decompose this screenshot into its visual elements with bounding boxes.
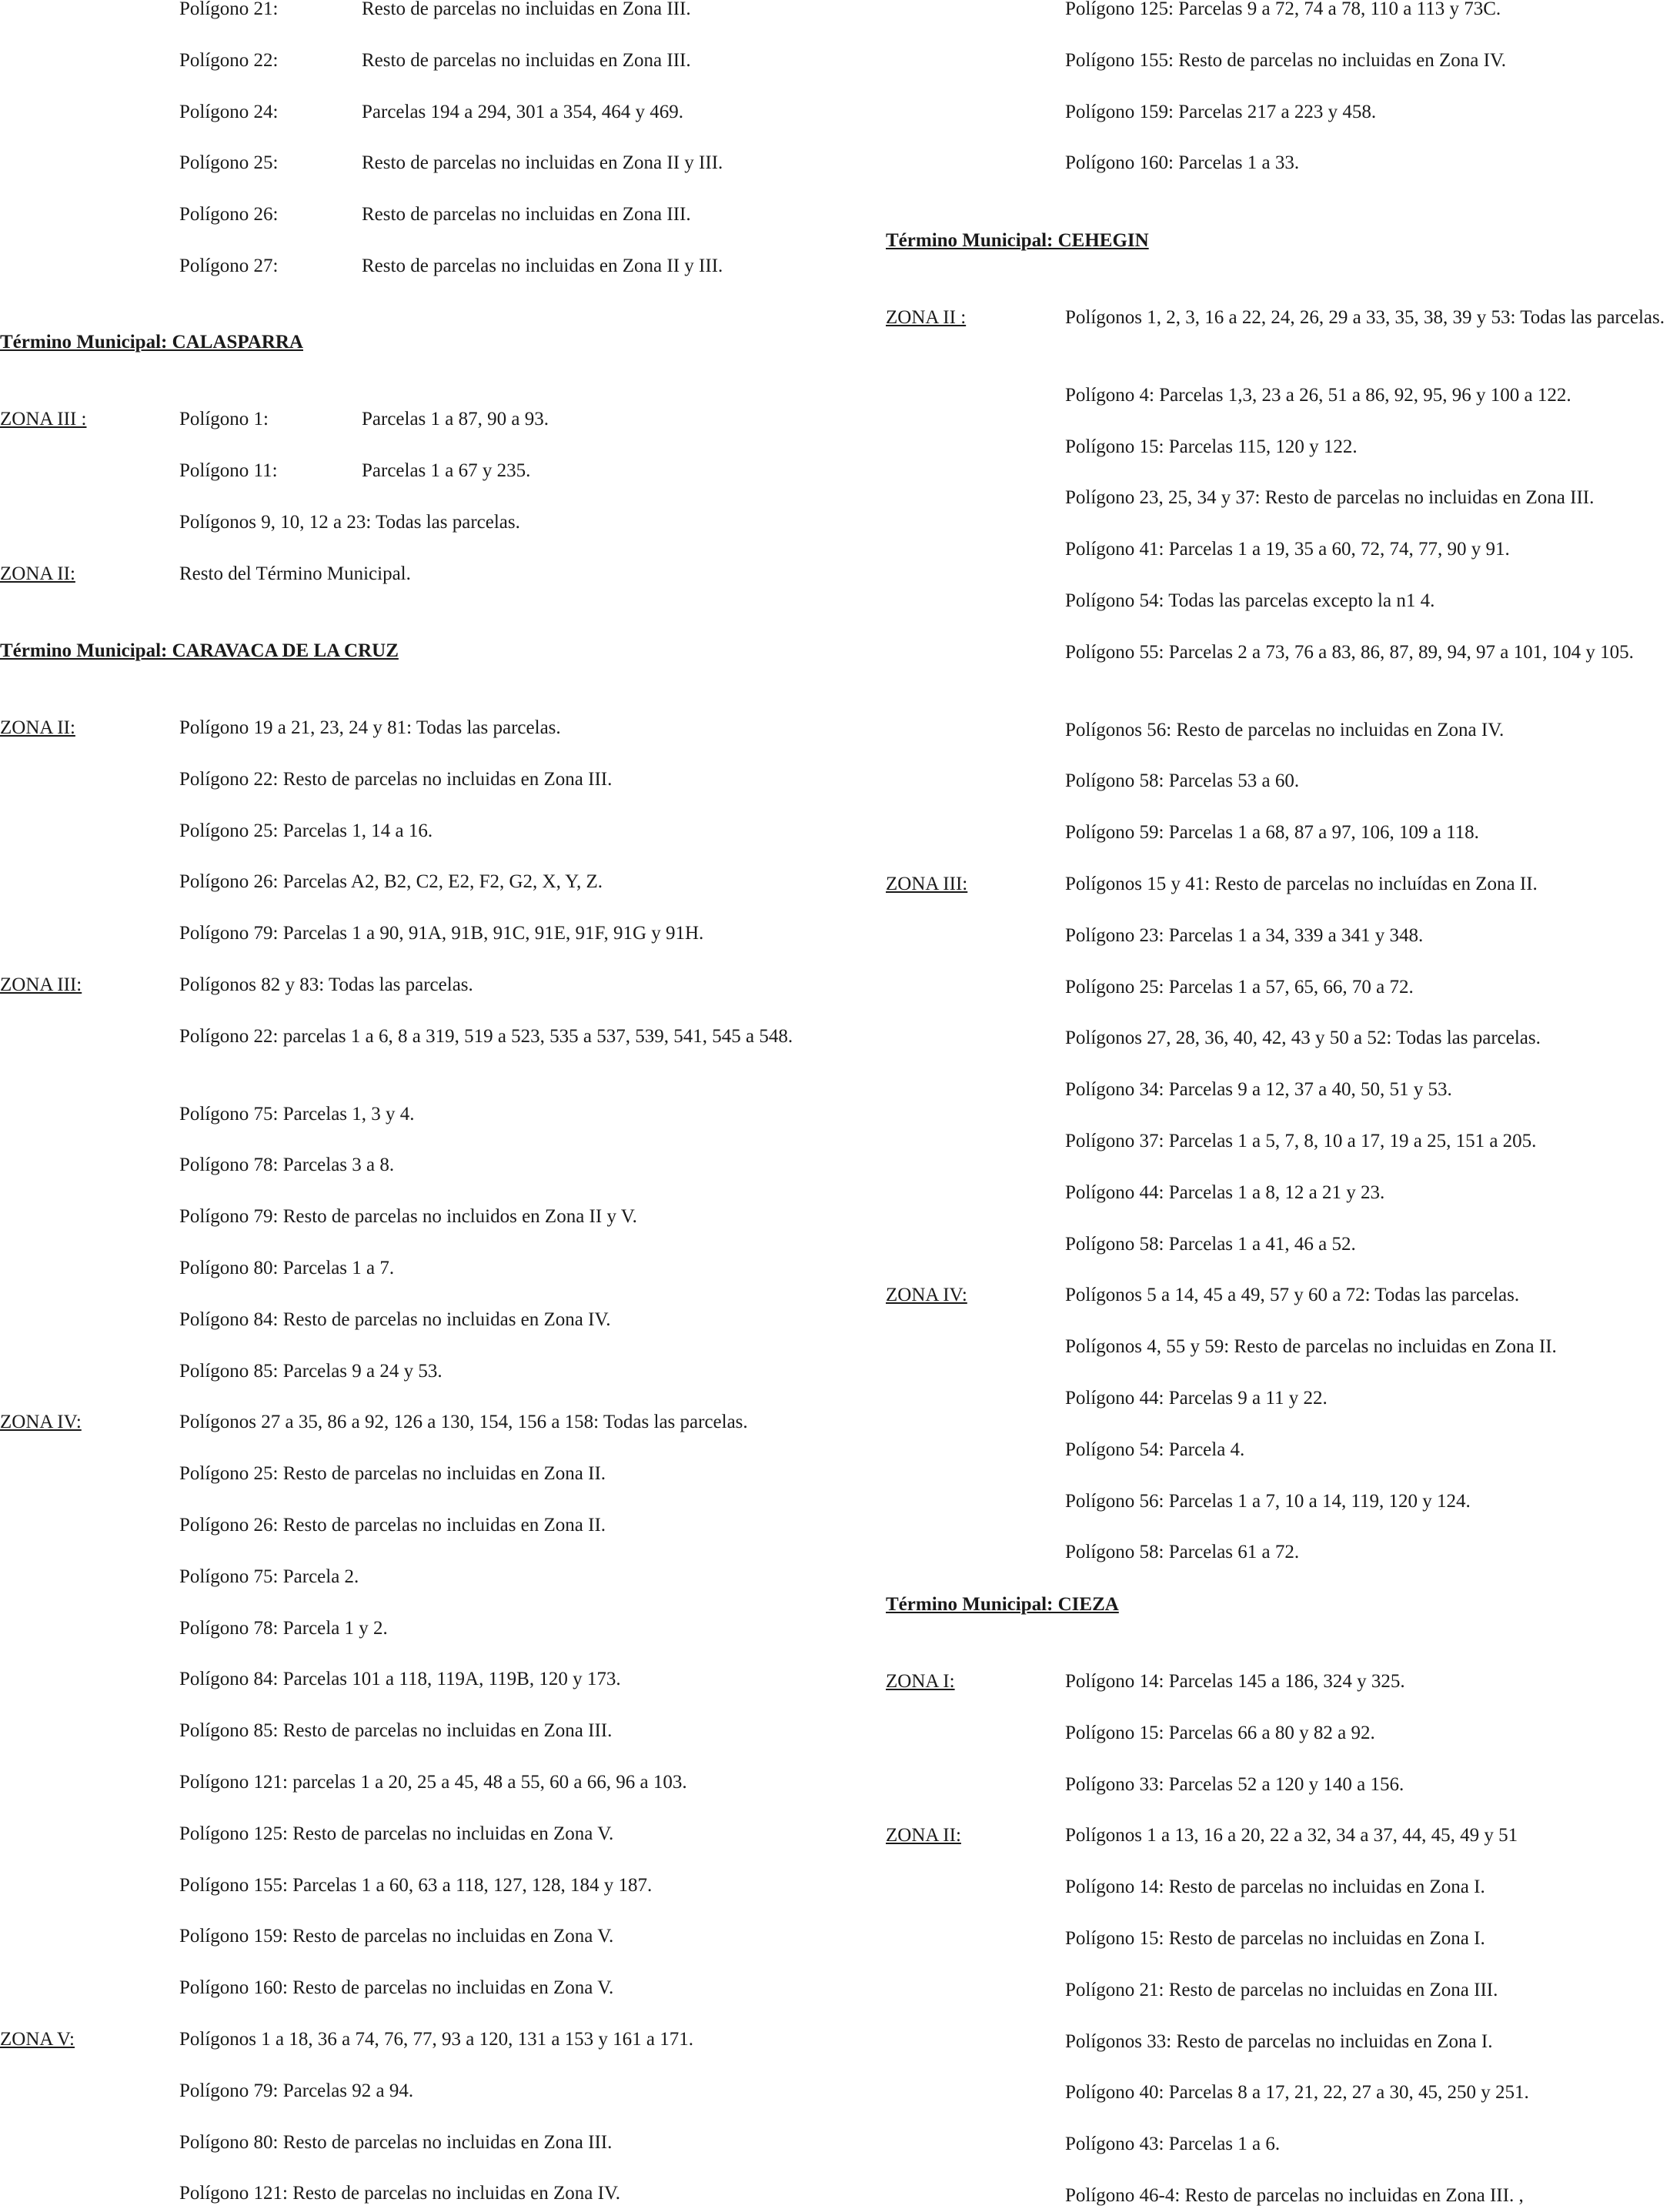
polygon-description: Polígono 84: Parcelas 101 a 118, 119A, 119B, 120 y 173. [179,1669,621,1690]
polygon-description: Polígonos 4, 55 y 59: Resto de parcelas no incluidas en Zona II. [1065,1336,1557,1358]
polygon-description: Polígonos 56: Resto de parcelas no incluidas en Zona IV. [1065,719,1505,740]
polygon-description: Polígono 41: Parcelas 1 a 19, 35 a 60, 72, 74, 77, 90 y 91. [1065,539,1510,560]
polygon-description: Polígono 23: Parcelas 1 a 34, 339 a 341 y 348. [1065,924,1424,946]
polygon-description: Polígono 125: Resto de parcelas no incluidas en Zona V. [179,1823,614,1844]
polygon-description: Polígono 125: Parcelas 9 a 72, 74 a 78, 110 a 113 y 73C. [1065,0,1501,19]
polygon-description: Polígono 85: Resto de parcelas no incluidas en Zona III. [179,1720,613,1742]
zone-label: ZONA II: [0,717,75,738]
municipality-heading-calasparra: Término Municipal: CALASPARRA [0,332,303,353]
polygon-description: Polígono 25: Resto de parcelas no incluidas en Zona II. [179,1463,606,1485]
polygon-description: Polígono 75: Parcelas 1, 3 y 4. [179,1103,415,1125]
polygon-description: Polígono 79: Parcelas 1 a 90, 91A, 91B, 91C, 91E, 91F, 91G y 91H. [179,923,704,944]
polygon-description: Polígonos 33: Resto de parcelas no incluidas en Zona I. [1065,2030,1493,2052]
polygon-description: Polígono 4: Parcelas 1,3, 23 a 26, 51 a 86, 92, 95, 96 y 100 a 122. [1065,384,1571,406]
polygon-description: Resto de parcelas no incluidas en Zona II y III. [362,152,723,174]
polygon-description: Polígono 54: Todas las parcelas excepto la n1 4. [1065,590,1435,611]
polygon-label: Polígono 26: [179,204,279,226]
polygon-description: Polígono 19 a 21, 23, 24 y 81: Todas las parcelas. [179,717,561,738]
polygon-description: Polígonos 15 y 41: Resto de parcelas no incluídas en Zona II. [1065,874,1538,894]
polygon-description: Resto de parcelas no incluidas en Zona III. [362,0,691,19]
polygon-description: Polígono 155: Resto de parcelas no incluidas en Zona IV. [1065,49,1507,71]
polygon-description: Polígono 55: Parcelas 2 a 73, 76 a 83, 86, 87, 89, 94, 97 a 101, 104 y 105. [1065,641,1634,663]
polygon-description: Polígono 22: Resto de parcelas no incluidas en Zona III. [179,768,613,790]
polygon-description: Resto de parcelas no incluidas en Zona III. [362,204,691,226]
zone-label: ZONA III: [0,974,82,995]
polygon-description: Polígono 75: Parcela 2. [179,1566,359,1587]
polygon-description: Resto de parcelas no incluidas en Zona II y III. [362,256,723,276]
polygon-description: Polígono 25: Parcelas 1 a 57, 65, 66, 70 a 72. [1065,976,1414,998]
polygon-description: Polígono 44: Parcelas 1 a 8, 12 a 21 y 23. [1065,1181,1385,1203]
polygon-description: Parcelas 1 a 87, 90 a 93. [362,409,549,429]
zone-label: ZONA III: [886,874,968,894]
polygon-description: Polígono 58: Parcelas 53 a 60. [1065,770,1300,792]
polygon-description: Polígono 56: Parcelas 1 a 7, 10 a 14, 119, 120 y 124. [1065,1490,1471,1512]
municipality-heading-cehegin: Término Municipal: CEHEGIN [886,230,1149,251]
polygon-description: Polígono 26: Resto de parcelas no incluidas en Zona II. [179,1515,606,1536]
polygon-description: Polígono 121: Resto de parcelas no incluidas en Zona IV. [179,2183,621,2204]
polygon-description: Polígono 58: Parcelas 1 a 41, 46 a 52. [1065,1233,1356,1255]
polygon-description: Resto de parcelas no incluidas en Zona III. [362,49,691,71]
polygon-label: Polígono 24: [179,101,279,122]
polygon-description: Polígono 15: Resto de parcelas no incluidas en Zona I. [1065,1928,1485,1949]
polygon-description: Polígono 160: Resto de parcelas no incluidas en Zona V. [179,1977,614,1999]
polygon-label: Polígono 11: [179,460,278,481]
polygon-description: Polígono 43: Parcelas 1 a 6. [1065,2134,1281,2155]
polygon-description: Polígono 25: Parcelas 1, 14 a 16. [179,820,433,841]
polygon-description: Polígono 23, 25, 34 y 37: Resto de parcelas no incluidas en Zona III. [1065,487,1595,509]
zone-label: ZONA III : [0,409,87,429]
polygon-description: Polígono 79: Parcelas 92 a 94. [179,2080,414,2101]
polygon-description: Polígono 155: Parcelas 1 a 60, 63 a 118, 127, 128, 184 y 187. [179,1874,653,1896]
polygon-label: Polígono 1: [179,409,269,429]
zone-label: ZONA IV: [0,1412,82,1433]
polygon-description: Polígono 59: Parcelas 1 a 68, 87 a 97, 106, 109 a 118. [1065,822,1479,844]
polygon-description: Polígonos 1 a 13, 16 a 20, 22 a 32, 34 a 37, 44, 45, 49 y 51 [1065,1825,1518,1846]
zone-label: ZONA V: [0,2029,75,2050]
polygon-description: Polígono 37: Parcelas 1 a 5, 7, 8, 10 a 17, 19 a 25, 151 a 205. [1065,1131,1537,1151]
zone-label: ZONA IV: [886,1285,967,1306]
polygon-description: Polígono 159: Resto de parcelas no incluidas en Zona V. [179,1926,614,1947]
municipality-heading-caravaca: Término Municipal: CARAVACA DE LA CRUZ [0,640,399,661]
polygon-description: Polígono 44: Parcelas 9 a 11 y 22. [1065,1388,1328,1409]
polygon-description: Polígono 15: Parcelas 66 a 80 y 82 a 92. [1065,1722,1375,1743]
polygon-description: Polígonos 9, 10, 12 a 23: Todas las parcelas. [179,512,520,533]
polygon-description: Polígono 79: Resto de parcelas no incluidos en Zona II y V. [179,1206,637,1228]
polygon-description: Polígonos 27 a 35, 86 a 92, 126 a 130, 154, 156 a 158: Todas las parcelas. [179,1412,748,1433]
polygon-description: Polígonos 27, 28, 36, 40, 42, 43 y 50 a 52: Todas las parcelas. [1065,1028,1541,1049]
polygon-description: Polígono 80: Parcelas 1 a 7. [179,1258,395,1278]
polygon-description: Polígono 14: Parcelas 145 a 186, 324 y 325. [1065,1671,1405,1692]
polygon-description: Polígono 85: Parcelas 9 a 24 y 53. [179,1360,443,1382]
polygon-description: Polígono 54: Parcela 4. [1065,1439,1245,1460]
polygon-description: Polígono 84: Resto de parcelas no incluidas en Zona IV. [179,1308,611,1330]
polygon-description: Polígono 34: Parcelas 9 a 12, 37 a 40, 50, 51 y 53. [1065,1079,1452,1101]
zone-label: ZONA II : [886,307,967,328]
polygon-description: Polígono 40: Parcelas 8 a 17, 21, 22, 27 a 30, 45, 250 y 251. [1065,2082,1529,2104]
polygon-description: Polígono 33: Parcelas 52 a 120 y 140 a 156. [1065,1773,1404,1795]
polygon-description: Polígono 46-4: Resto de parcelas no incluidas en Zona III. , [1065,2185,1524,2206]
polygon-description: Polígono 22: parcelas 1 a 6, 8 a 319, 519 a 523, 535 a 537, 539, 541, 545 a 548. [179,1025,793,1047]
polygon-label: Polígono 27: [179,256,279,276]
zone-label: ZONA II: [886,1825,961,1846]
municipality-heading-cieza: Término Municipal: CIEZA [886,1594,1119,1615]
polygon-description: Polígonos 5 a 14, 45 a 49, 57 y 60 a 72: Todas las parcelas. [1065,1285,1520,1306]
polygon-description: Polígono 160: Parcelas 1 a 33. [1065,152,1300,174]
polygon-description: Polígono 14: Resto de parcelas no incluidas en Zona I. [1065,1876,1485,1898]
polygon-description: Resto del Término Municipal. [179,563,411,584]
polygon-description: Polígono 121: parcelas 1 a 20, 25 a 45, 48 a 55, 60 a 66, 96 a 103. [179,1772,687,1793]
polygon-description: Polígono 26: Parcelas A2, B2, C2, E2, F2, G2, X, Y, Z. [179,871,603,893]
polygon-description: Parcelas 1 a 67 y 235. [362,460,531,481]
polygon-description: Polígonos 1, 2, 3, 16 a 22, 24, 26, 29 a 33, 35, 38, 39 y 53: Todas las parcelas. [1065,307,1665,328]
polygon-description: Polígono 15: Parcelas 115, 120 y 122. [1065,436,1358,457]
polygon-label: Polígono 21: [179,0,279,19]
polygon-description: Parcelas 194 a 294, 301 a 354, 464 y 469. [362,101,683,122]
polygon-description: Polígonos 1 a 18, 36 a 74, 76, 77, 93 a 120, 131 a 153 y 161 a 171. [179,2029,694,2050]
polygon-description: Polígono 21: Resto de parcelas no incluidas en Zona III. [1065,1979,1498,2000]
polygon-description: Polígono 58: Parcelas 61 a 72. [1065,1542,1300,1563]
polygon-description: Polígono 78: Parcela 1 y 2. [179,1617,388,1639]
polygon-description: Polígono 80: Resto de parcelas no incluidas en Zona III. [179,2131,613,2153]
zone-label: ZONA I: [886,1671,955,1692]
zone-label: ZONA II: [0,563,75,584]
polygon-label: Polígono 25: [179,152,279,174]
polygon-description: Polígono 78: Parcelas 3 a 8. [179,1155,395,1176]
polygon-label: Polígono 22: [179,49,279,71]
polygon-description: Polígono 159: Parcelas 217 a 223 y 458. [1065,101,1377,122]
polygon-description: Polígonos 82 y 83: Todas las parcelas. [179,974,473,995]
